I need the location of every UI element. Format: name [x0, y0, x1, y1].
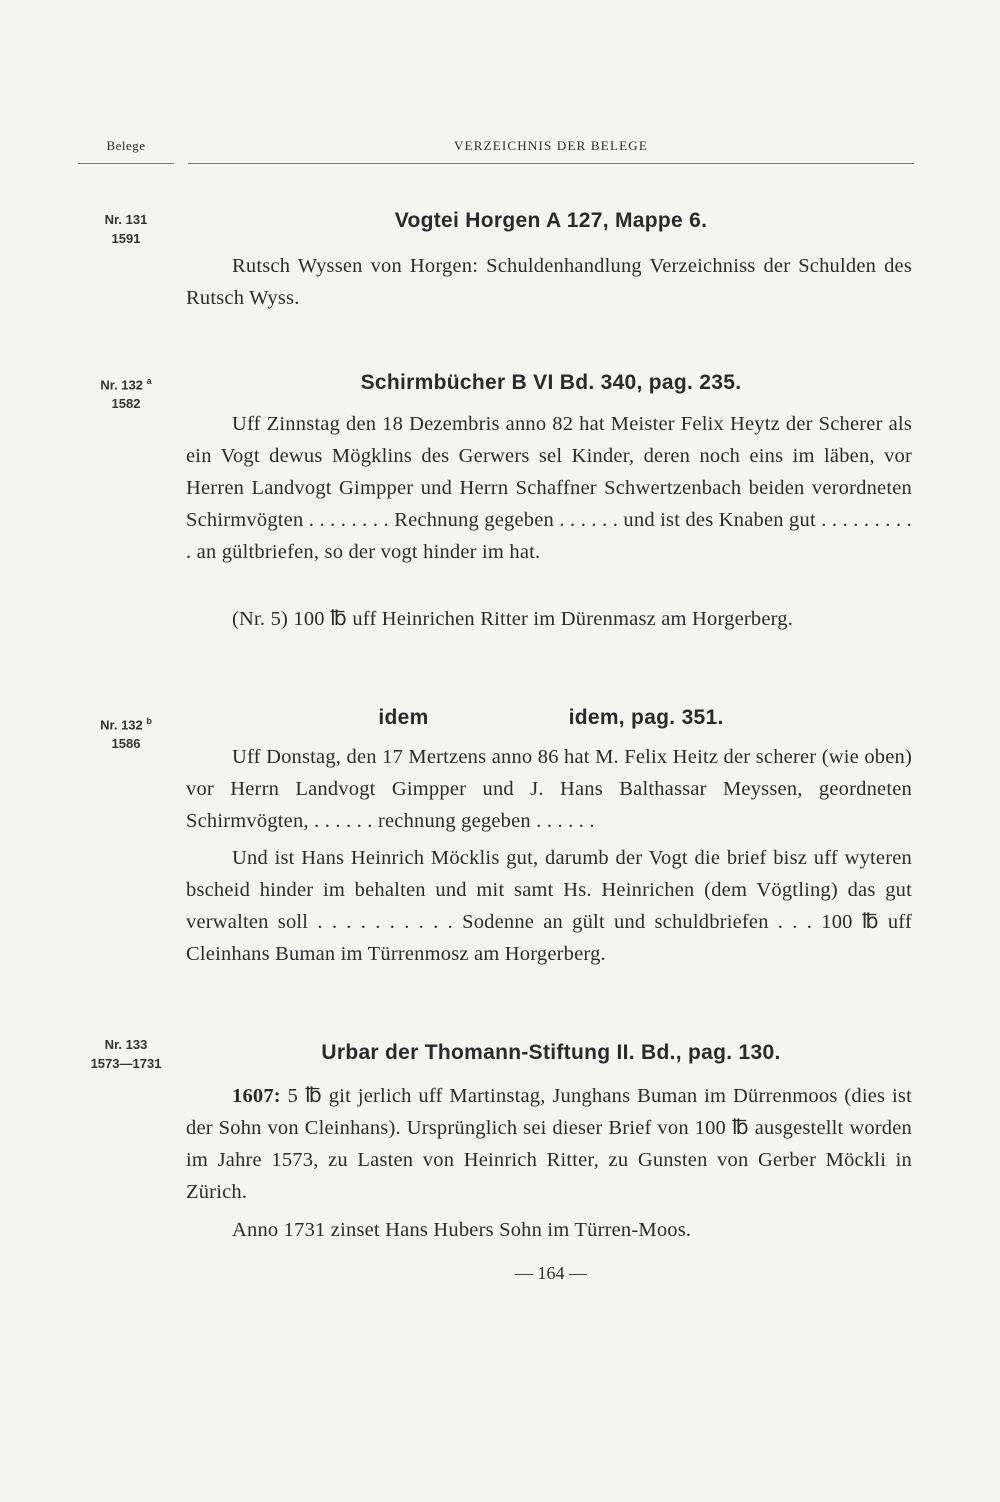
- paragraph: Und ist Hans Heinrich Möcklis gut, darumb der Vogt die brief bisz uff wyteren bscheid hinder im behalten und mit samt Hs. Heinrichen (dem Vögtling) das gut verwalten soll . . . . . . . . . . Sodenne an gült und schuldbriefen . . . 100 ℔ uff Cleinhans Buman im Türrenmosz am Horgerberg.: [186, 847, 912, 965]
- page-number: — 164 —: [515, 1263, 587, 1283]
- section-heading: Urbar der Thomann-Stiftung II. Bd., pag. 130.: [321, 1041, 781, 1064]
- margin-label-nr-133: [78, 1035, 174, 1073]
- paragraph: Uff Zinnstag den 18 Dezembris anno 82 hat Meister Felix Heytz der Scherer als ein Vogt dewus Mögklins des Gerwers sel Kinder, deren noch eins im läben, vor Herren Landvogt Gimpper und Herrn Schaffner Schwertzenbach beiden verordneten Schirmvögten . . . . . . . . Rechnung gegeben . . . . . . und ist des Knaben gut . . . . . . . . . . an gültbriefen, so der vogt hinder im hat.: [186, 413, 912, 563]
- running-header-title: VERZEICHNIS DER BELEGE: [188, 138, 914, 164]
- heading-right: idem, pag. 351.: [568, 706, 724, 729]
- paragraph: (Nr. 5) 100 ℔ uff Heinrichen Ritter im Dürenmasz am Horgerberg.: [232, 608, 794, 630]
- entry-suffix: b: [146, 716, 152, 726]
- entry-year: 1586: [111, 736, 141, 752]
- paragraph: Rutsch Wyssen von Horgen: Schuldenhandlung Verzeichniss der Schulden des Rutsch Wyss.: [186, 255, 912, 309]
- paragraph-text: 5 ℔ git jerlich uff Martinstag, Junghans Buman im Dürrenmoos (dies ist der Sohn von Cleinhans). Ursprünglich sei dieser Brief von 100 ℔ ausgestellt worden im Jahre 1573, zu Lasten von Heinrich Ritter, zu Gunsten von Gerber Möckli in Zürich.: [186, 1085, 913, 1203]
- section-heading: Schirmbücher B VI Bd. 340, pag. 235.: [360, 371, 742, 394]
- section-heading: Vogtei Horgen A 127, Mappe 6.: [394, 209, 708, 232]
- margin-label-nr-131: [78, 210, 174, 248]
- entry-suffix: a: [146, 376, 152, 386]
- year-marker: 1607:: [232, 1085, 281, 1107]
- entry-number: Nr. 132 $^a$: [100, 376, 152, 393]
- entry-number: Nr. 132 $^b$: [100, 716, 152, 733]
- entry-number: Nr. 131: [104, 212, 148, 227]
- paragraph: Uff Donstag, den 17 Mertzens anno 86 hat M. Felix Heitz der scherer (wie oben) vor Herrn Landvogt Gimpper und J. Hans Balthassar Meyssen, geordneten Schirmvögten, . . . . . . rechnung gegeben . . . . . .: [186, 746, 912, 832]
- section-heading: [188, 706, 914, 730]
- running-header-left: Belege: [78, 138, 174, 164]
- heading-left: idem: [378, 706, 429, 729]
- entry-year: 1573—1731: [90, 1056, 162, 1071]
- entry-year: 1591: [111, 231, 141, 246]
- entry-number: Nr. 133: [104, 1037, 148, 1052]
- entry-year: 1582: [111, 396, 141, 412]
- margin-label-nr-132a: [78, 372, 174, 413]
- paragraph: Anno 1731 zinset Hans Hubers Sohn im Türren-Moos.: [232, 1219, 692, 1241]
- margin-label-nr-132b: [78, 712, 174, 753]
- paragraph: [186, 1080, 912, 1208]
